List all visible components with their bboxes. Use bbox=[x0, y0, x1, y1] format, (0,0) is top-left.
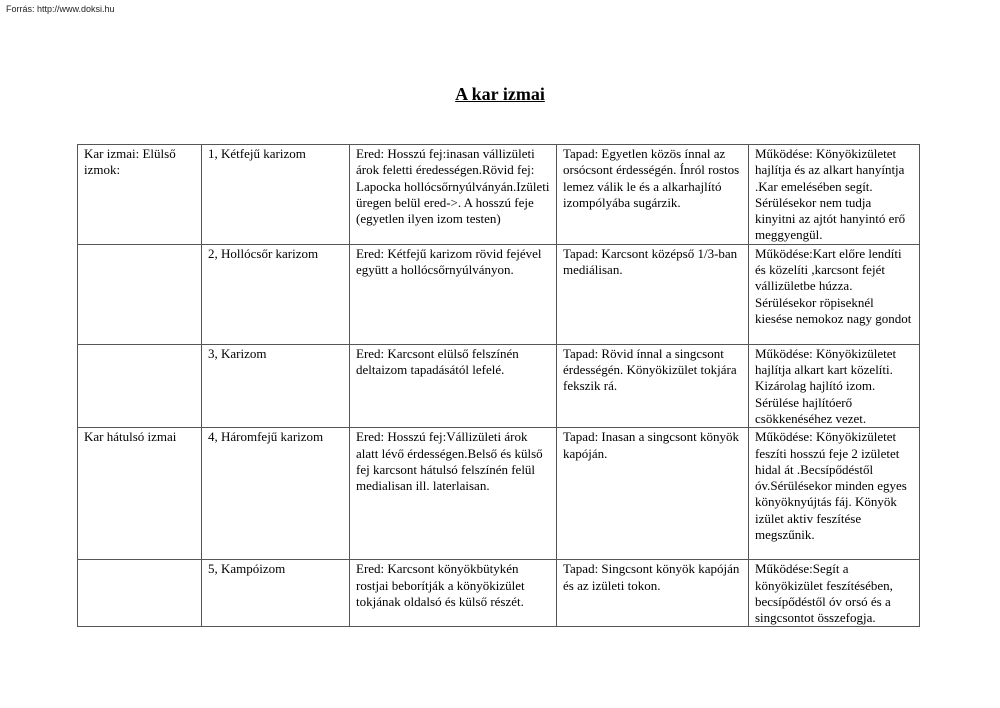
muscle-table bbox=[77, 144, 920, 627]
muscle-name-cell: 3, Karizom bbox=[202, 344, 350, 427]
origin-cell: Ered: Kétfejű karizom rövid fejével együtt a hollócsőrnyúlványon. bbox=[350, 244, 557, 344]
source-note: Forrás: http://www.doksi.hu bbox=[6, 4, 115, 14]
function-cell: Működése:Kart előre lendíti és közelíti ,karcsont fejét vállizületbe húzza. Sérülésekor röpiseknél kiesése nemokoz nagy gondot bbox=[749, 244, 920, 344]
group-cell bbox=[78, 244, 202, 344]
table-row bbox=[78, 244, 920, 344]
insertion-cell: Tapad: Inasan a singcsont könyök kapóján. bbox=[557, 428, 749, 560]
table-row bbox=[78, 145, 920, 245]
muscle-name-cell: 5, Kampóizom bbox=[202, 560, 350, 627]
function-cell: Működése: Könyökizületet feszíti hosszú feje 2 izületet hidal át .Becsípődéstől óv.Sérülésekor minden egyes könyöknyújtás fáj. Könyök izület aktiv feszítése megszűnik. bbox=[749, 428, 920, 560]
insertion-cell: Tapad: Singcsont könyök kapóján és az izületi tokon. bbox=[557, 560, 749, 627]
origin-cell: Ered: Hosszú fej:Vállizületi árok alatt lévő érdességen.Belső és külső fej karcsont hátulsó felszínén felül medialisan ill. laterlaisan. bbox=[350, 428, 557, 560]
origin-cell: Ered: Karcsont könyökbütykén rostjai beborítják a könyökizület tokjának oldalsó és külső részét. bbox=[350, 560, 557, 627]
group-cell bbox=[78, 560, 202, 627]
table-row bbox=[78, 560, 920, 627]
table-row bbox=[78, 428, 920, 560]
group-cell: Kar hátulsó izmai bbox=[78, 428, 202, 560]
insertion-cell: Tapad: Egyetlen közös ínnal az orsócsont érdességén. Ínról rostos lemez válik le és a alkarhajlító izompólyába sugárzik. bbox=[557, 145, 749, 245]
insertion-cell: Tapad: Rövid ínnal a singcsont érdességén. Könyökizület tokjára fekszik rá. bbox=[557, 344, 749, 427]
function-cell: Működése: Könyökizületet hajlítja és az alkart hanyíntja .Kar emelésében segít. Sérülésekor nem tudja kinyitni az ajtót hanyintó erő meggyengül. bbox=[749, 145, 920, 245]
table-row bbox=[78, 344, 920, 427]
group-cell bbox=[78, 344, 202, 427]
function-cell: Működése: Könyökizületet hajlítja alkart kart közelíti. Kizárolag hajlító izom. Sérülése hajlítóerő csökkenéséhez vezet. bbox=[749, 344, 920, 427]
insertion-cell: Tapad: Karcsont középső 1/3-ban mediálisan. bbox=[557, 244, 749, 344]
page-title: A kar izmai bbox=[455, 84, 545, 104]
origin-cell: Ered: Hosszú fej:inasan vállizületi árok feletti éredességen.Rövid fej: Lapocka hollócsőrnyúlványán.Izületi üregen belül ered->. A hosszú feje (egyetlen ilyen izom testen) bbox=[350, 145, 557, 245]
muscle-name-cell: 1, Kétfejű karizom bbox=[202, 145, 350, 245]
function-cell: Működése:Segít a könyökizület feszítésében, becsípődéstől óv orsó és a singcsontot összefogja. bbox=[749, 560, 920, 627]
muscle-name-cell: 4, Háromfejű karizom bbox=[202, 428, 350, 560]
muscle-name-cell: 2, Hollócsőr karizom bbox=[202, 244, 350, 344]
origin-cell: Ered: Karcsont elülső felszínén deltaizom tapadásától lefelé. bbox=[350, 344, 557, 427]
group-cell: Kar izmai: Elülső izmok: bbox=[78, 145, 202, 245]
